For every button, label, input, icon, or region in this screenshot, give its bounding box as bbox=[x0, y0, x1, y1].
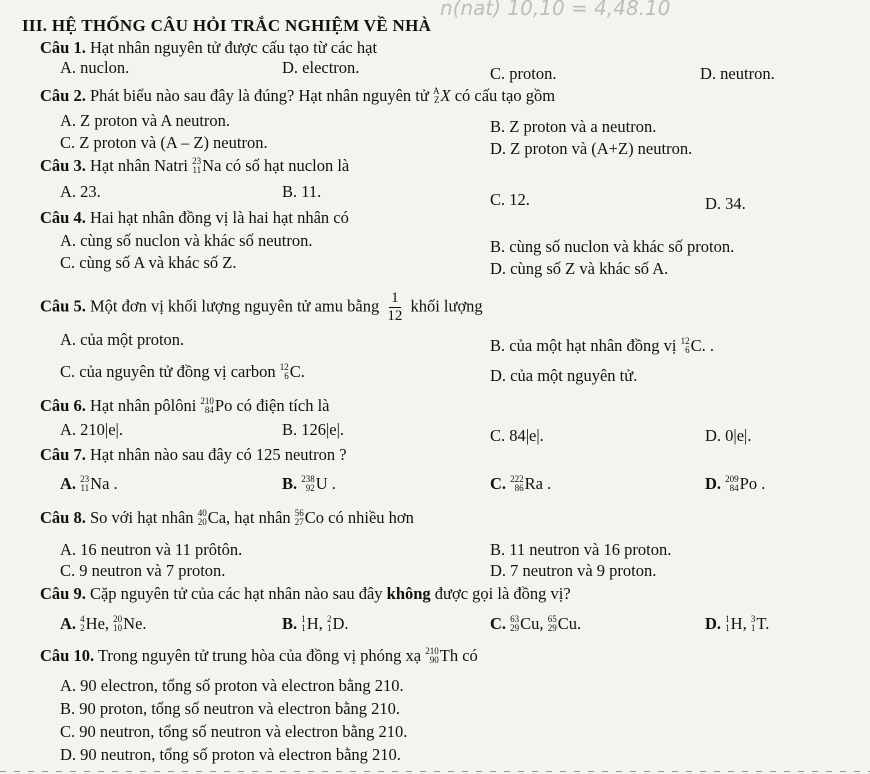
element-symbol: Co bbox=[304, 508, 325, 527]
element-symbol: H, bbox=[306, 614, 323, 633]
element-symbol: D. bbox=[332, 614, 349, 633]
option-d: D. Z proton và (A+Z) neutron. bbox=[490, 139, 693, 158]
element-symbol: Cu. bbox=[557, 614, 582, 633]
option-letter: D. bbox=[705, 474, 722, 493]
atomic-number: 86 bbox=[514, 483, 524, 494]
element-symbol: T. bbox=[756, 614, 770, 633]
section-heading: III. HỆ THỐNG CÂU HỎI TRẮC NGHIỆM VỀ NHÀ bbox=[22, 16, 432, 35]
question-text: Trong nguyên tử trung hòa của đồng vị phóng xạ bbox=[97, 646, 422, 665]
mass-number: A bbox=[432, 86, 440, 97]
atomic-number: 6 bbox=[685, 345, 690, 356]
mass-number: 40 bbox=[197, 508, 207, 519]
mass-number: 1 bbox=[725, 614, 730, 625]
question-text: Hạt nhân pôlôni bbox=[89, 396, 197, 415]
element-symbol: C. bbox=[289, 362, 305, 381]
option-letter: B. bbox=[282, 474, 298, 493]
mass-number: 63 bbox=[510, 614, 520, 625]
question-3 bbox=[40, 156, 349, 176]
option-a: A. nuclon. bbox=[60, 58, 130, 77]
nuclide-notation bbox=[510, 475, 524, 493]
element-symbol: Ra . bbox=[524, 474, 552, 493]
option-b: B. cùng số nuclon và khác số proton. bbox=[490, 237, 735, 256]
element-symbol: Po . bbox=[739, 474, 766, 493]
element-symbol: U . bbox=[315, 474, 336, 493]
option-letter: C. bbox=[490, 614, 507, 633]
question-label: Câu 5. bbox=[40, 296, 86, 316]
mass-number: 12 bbox=[279, 362, 289, 373]
question-8 bbox=[40, 508, 414, 528]
nuclide-notation bbox=[113, 615, 122, 633]
scan-edge-line bbox=[0, 771, 870, 772]
question-text: khối lượng bbox=[410, 296, 483, 316]
option-text: B. của một hạt nhân đồng vị bbox=[490, 336, 677, 355]
option-c bbox=[60, 362, 305, 382]
element-symbol: Na bbox=[202, 156, 222, 175]
nuclide-notation bbox=[295, 509, 304, 527]
option-c: C. cùng số A và khác số Z. bbox=[60, 253, 237, 272]
atomic-number: 84 bbox=[729, 483, 739, 494]
option-c: C. 9 neutron và 7 proton. bbox=[60, 561, 226, 580]
question-label: Câu 2. bbox=[40, 86, 86, 105]
question-label: Câu 6. bbox=[40, 396, 86, 415]
mass-number: 20 bbox=[113, 614, 123, 625]
atomic-number: 29 bbox=[510, 623, 520, 634]
option-a: A. 23. bbox=[60, 182, 101, 201]
atomic-number: 29 bbox=[547, 623, 557, 634]
option-c: C. proton. bbox=[490, 64, 557, 83]
option-d bbox=[705, 614, 769, 634]
nuclide-notation bbox=[510, 615, 519, 633]
question-label: Câu 7. bbox=[40, 445, 86, 464]
option-c: C. 12. bbox=[490, 190, 530, 209]
option-text: C. của nguyên tử đồng vị carbon bbox=[60, 362, 276, 381]
question-text: Phát biểu nào sau đây là đúng? Hạt nhân nguyên tử bbox=[89, 86, 429, 105]
nuclide-notation bbox=[200, 397, 214, 415]
handwritten-scribble: n(nat) 10,10 = 4,48.10 bbox=[440, 0, 671, 20]
element-symbol: Ca, bbox=[207, 508, 231, 527]
atomic-number: 1 bbox=[326, 623, 332, 634]
option-a: A. Z proton và A neutron. bbox=[60, 111, 231, 130]
mass-number: 3 bbox=[750, 614, 756, 625]
mass-number: 2 bbox=[326, 614, 332, 625]
option-d: D. 0|e|. bbox=[705, 426, 752, 445]
question-text: có nhiều hơn bbox=[328, 508, 414, 527]
nuclide-notation bbox=[198, 509, 207, 527]
option-d: D. 7 neutron và 9 proton. bbox=[490, 561, 657, 580]
nuclide-notation bbox=[280, 363, 289, 381]
option-b bbox=[490, 336, 714, 356]
option-letter: A. bbox=[60, 474, 77, 493]
question-2 bbox=[40, 86, 555, 106]
atomic-number: 1 bbox=[301, 623, 306, 634]
question-text: Một đơn vị khối lượng nguyên tử amu bằng bbox=[89, 296, 380, 316]
element-symbol: H, bbox=[730, 614, 747, 633]
option-letter: C. bbox=[490, 474, 507, 493]
nuclide-notation bbox=[725, 615, 730, 633]
option-letter: D. bbox=[705, 614, 722, 633]
element-symbol: He, bbox=[85, 614, 110, 633]
question-text: So với hạt nhân bbox=[89, 508, 194, 527]
atomic-number: Z bbox=[433, 95, 440, 106]
question-text: Hạt nhân Natri bbox=[89, 156, 189, 175]
option-c bbox=[490, 614, 581, 634]
question-text: Hạt nhân nào sau đây có 125 neutron ? bbox=[89, 445, 347, 464]
mass-number: 210 bbox=[200, 396, 214, 407]
element-symbol: Ne. bbox=[123, 614, 147, 633]
fraction-denominator: 12 bbox=[387, 308, 403, 324]
question-label: Câu 8. bbox=[40, 508, 86, 527]
option-a: A. cùng số nuclon và khác số neutron. bbox=[60, 231, 313, 250]
option-b: B. Z proton và a neutron. bbox=[490, 117, 657, 136]
atomic-number: 92 bbox=[305, 483, 315, 494]
question-label: Câu 10. bbox=[40, 646, 95, 665]
nuclide-notation bbox=[425, 647, 439, 665]
option-d: D. neutron. bbox=[700, 64, 775, 83]
question-7 bbox=[40, 445, 347, 465]
nuclide-notation bbox=[681, 337, 690, 355]
question-text: được gọi là đồng vị? bbox=[434, 584, 571, 603]
option-c: C. Z proton và (A – Z) neutron. bbox=[60, 133, 268, 152]
atomic-number: 84 bbox=[204, 405, 214, 416]
mass-number: 210 bbox=[425, 646, 439, 657]
element-symbol: Po bbox=[214, 396, 233, 415]
question-text: Hai hạt nhân đồng vị là hai hạt nhân có bbox=[89, 208, 349, 227]
option-a: A. 16 neutron và 11 prôtôn. bbox=[60, 540, 243, 559]
element-symbol: Th bbox=[439, 646, 459, 665]
mass-number: 23 bbox=[192, 156, 202, 167]
option-c: C. 90 neutron, tổng số neutron và electron bằng 210. bbox=[60, 722, 408, 741]
option-b bbox=[282, 614, 348, 634]
option-b: B. 90 proton, tổng số neutron và electron bằng 210. bbox=[60, 699, 401, 718]
atomic-number: 1 bbox=[750, 623, 756, 634]
option-c bbox=[490, 474, 551, 494]
atomic-number: 27 bbox=[294, 517, 304, 528]
atomic-number: 10 bbox=[113, 623, 123, 634]
mass-number: 4 bbox=[80, 614, 85, 625]
mass-number: 209 bbox=[725, 474, 739, 485]
option-b: B. 11. bbox=[282, 182, 322, 201]
nuclide-notation bbox=[725, 475, 739, 493]
option-a bbox=[60, 614, 147, 634]
element-symbol: X bbox=[440, 86, 451, 105]
nuclide-notation bbox=[548, 615, 557, 633]
question-label: Câu 1. bbox=[40, 38, 86, 57]
nuclide-notation bbox=[433, 87, 440, 105]
option-d: D. cùng số Z và khác số A. bbox=[490, 259, 669, 278]
question-9 bbox=[40, 584, 571, 604]
question-text: hạt nhân bbox=[234, 508, 291, 527]
question-text: có cấu tạo gồm bbox=[454, 86, 556, 105]
nuclide-notation bbox=[192, 157, 201, 175]
fraction-numerator: 1 bbox=[391, 290, 399, 306]
option-letter: A. bbox=[60, 614, 77, 633]
atomic-number: 6 bbox=[284, 371, 289, 382]
question-1 bbox=[40, 38, 377, 58]
question-4 bbox=[40, 208, 349, 228]
atomic-number: 90 bbox=[429, 655, 439, 666]
question-text: Cặp nguyên tử của các hạt nhân nào sau đây bbox=[89, 584, 383, 603]
mass-number: 23 bbox=[80, 474, 90, 485]
option-a: A. 90 electron, tổng số proton và electron bằng 210. bbox=[60, 676, 404, 695]
question-10 bbox=[40, 646, 478, 666]
atomic-number: 11 bbox=[192, 165, 202, 176]
question-label: Câu 9. bbox=[40, 584, 86, 603]
question-text: có điện tích là bbox=[236, 396, 330, 415]
mass-number: 222 bbox=[510, 474, 524, 485]
nuclide-notation bbox=[751, 615, 756, 633]
mass-number: 1 bbox=[301, 614, 306, 625]
option-b: D. electron. bbox=[282, 58, 360, 77]
element-symbol: Na . bbox=[90, 474, 118, 493]
mass-number: 238 bbox=[301, 474, 315, 485]
atomic-number: 20 bbox=[197, 517, 207, 528]
option-c: C. 84|e|. bbox=[490, 426, 544, 445]
atomic-number: 1 bbox=[725, 623, 730, 634]
emphasis-word: không bbox=[386, 584, 431, 603]
question-text: có bbox=[462, 646, 478, 665]
mass-number: 65 bbox=[547, 614, 557, 625]
nuclide-notation bbox=[80, 615, 85, 633]
option-d bbox=[705, 474, 765, 494]
question-6 bbox=[40, 396, 330, 416]
option-a bbox=[60, 474, 118, 494]
fraction bbox=[387, 290, 402, 325]
mass-number: 12 bbox=[680, 336, 690, 347]
atomic-number: 11 bbox=[80, 483, 90, 494]
element-symbol: C. . bbox=[690, 336, 715, 355]
question-text: Hạt nhân nguyên tử được cấu tạo từ các hạt bbox=[89, 38, 378, 57]
nuclide-notation bbox=[80, 475, 89, 493]
nuclide-notation bbox=[301, 475, 315, 493]
mass-number: 56 bbox=[294, 508, 304, 519]
option-letter: B. bbox=[282, 614, 298, 633]
question-label: Câu 3. bbox=[40, 156, 86, 175]
question-text: có số hạt nuclon là bbox=[225, 156, 350, 175]
nuclide-notation bbox=[327, 615, 332, 633]
atomic-number: 2 bbox=[80, 623, 85, 634]
element-symbol: Cu, bbox=[520, 614, 544, 633]
option-d: D. 34. bbox=[705, 194, 746, 213]
option-d: D. của một nguyên tử. bbox=[490, 366, 638, 385]
option-b: B. 126|e|. bbox=[282, 420, 345, 439]
option-a: A. của một proton. bbox=[60, 330, 185, 349]
option-a: A. 210|e|. bbox=[60, 420, 123, 439]
option-b bbox=[282, 474, 336, 494]
nuclide-notation bbox=[301, 615, 306, 633]
option-b: B. 11 neutron và 16 proton. bbox=[490, 540, 672, 559]
question-label: Câu 4. bbox=[40, 208, 86, 227]
option-d: D. 90 neutron, tổng số proton và electron bằng 210. bbox=[60, 745, 401, 764]
question-5 bbox=[40, 290, 483, 325]
